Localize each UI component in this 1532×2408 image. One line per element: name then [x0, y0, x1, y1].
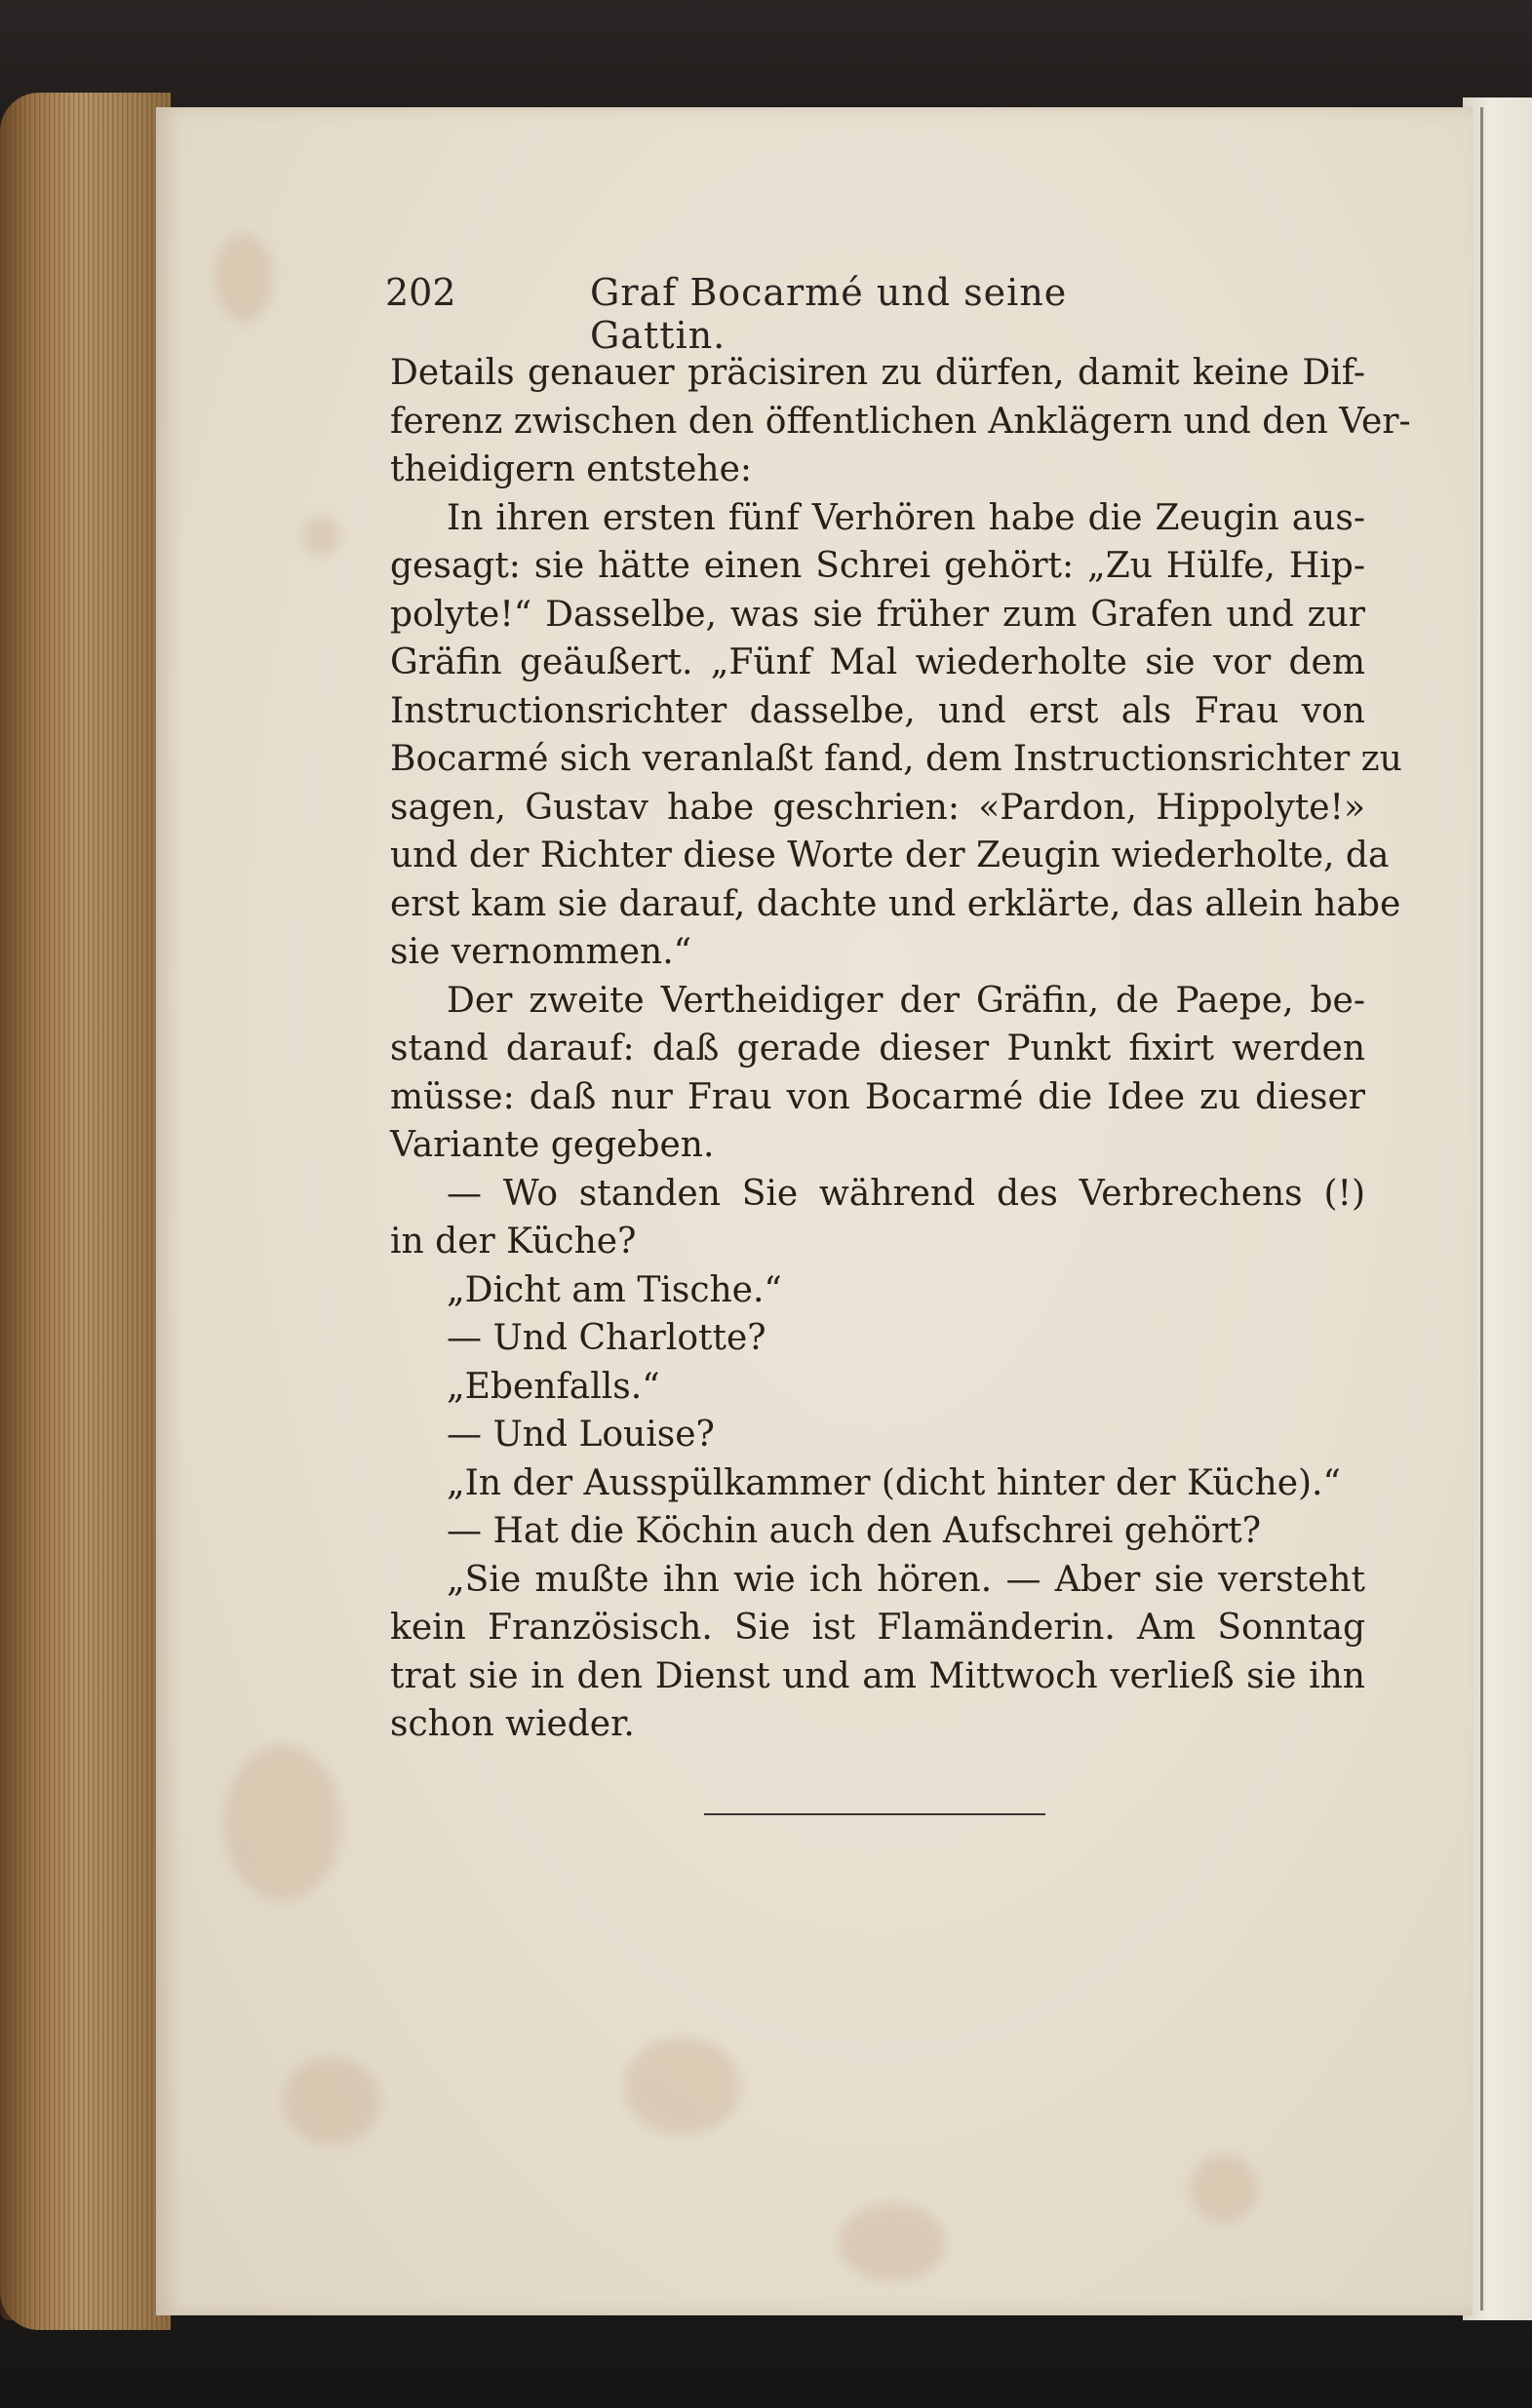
text-line-content: polyte!“ Dasselbe, was sie früher zum Grafen und zur: [390, 594, 1365, 635]
text-line-content: Der zweite Vertheidiger der Gräfin, de Paepe, be-: [447, 980, 1365, 1021]
text-line-content: sagen, Gustav habe geschrien: «Pardon, Hippolyte!»: [390, 787, 1365, 828]
text-line-content: in der Küche?: [390, 1222, 637, 1262]
text-line: [390, 977, 1365, 1026]
text-line: [390, 1266, 1365, 1315]
text-line: [390, 1314, 1365, 1363]
running-title: Graf Bocarmé und seine Gattin.: [590, 271, 1068, 357]
text-line-content: Instructionsrichter dasselbe, und erst als Frau von: [390, 690, 1365, 731]
body-text: [390, 349, 1411, 1749]
text-line-content: „Dicht am Tische.“: [447, 1269, 782, 1310]
page-header: [385, 271, 1165, 357]
text-line: [390, 832, 1390, 880]
text-line: [390, 1121, 1365, 1170]
text-line-content: theidigern entstehe:: [390, 449, 753, 489]
text-line: [390, 494, 1365, 543]
text-line-content: Bocarmé sich veranlaßt fand, dem Instructionsrichter zu: [390, 739, 1402, 779]
paper-stain: [1190, 2155, 1258, 2223]
text-line: [390, 1170, 1365, 1219]
text-line-content: gesagt: sie hätte einen Schrei gehört: „Zu Hülfe, Hip-: [390, 546, 1365, 586]
paper-stain: [624, 2038, 741, 2135]
text-line-content: „Ebenfalls.“: [447, 1366, 660, 1407]
text-line-content: Details genauer präcisiren zu dürfen, damit keine Dif-: [390, 353, 1365, 393]
text-line-content: — Hat die Köchin auch den Aufschrei gehört?: [447, 1511, 1262, 1551]
paper-stain: [224, 1745, 341, 1901]
page-number: 202: [385, 271, 456, 314]
text-line: [390, 1604, 1365, 1652]
text-line-content: erst kam sie darauf, dachte und erklärte, das allein habe: [390, 883, 1401, 924]
paper-stain: [302, 517, 341, 556]
text-line-content: stand darauf: daß gerade dieser Punkt fixirt werden: [390, 1029, 1365, 1068]
text-line: [390, 735, 1402, 784]
section-rule: [704, 1813, 1045, 1815]
gutter-line: [1480, 107, 1483, 2311]
text-line: [390, 1411, 1365, 1459]
text-line-content: „In der Ausspülkammer (dicht hinter der Küche).“: [447, 1462, 1341, 1503]
text-line: [390, 1025, 1365, 1073]
text-line: [390, 542, 1365, 591]
text-line: [390, 1218, 1365, 1266]
text-line: [390, 1363, 1365, 1412]
text-line: [390, 1459, 1365, 1508]
text-line-content: — Wo standen Sie während des Verbrechens (!): [447, 1173, 1365, 1214]
text-line-content: — Und Charlotte?: [447, 1318, 766, 1358]
text-line-content: trat sie in den Dienst und am Mittwoch verließ sie ihn: [390, 1655, 1365, 1696]
paper-stain: [283, 2057, 380, 2145]
paper-stain: [215, 234, 273, 322]
text-line: [390, 398, 1411, 447]
text-line: [390, 687, 1365, 736]
text-line: [390, 349, 1365, 398]
text-line: [390, 639, 1365, 687]
text-line: [390, 1556, 1365, 1605]
text-line: [390, 591, 1365, 640]
page-edges-stack: [0, 93, 171, 2330]
text-line: [390, 928, 1365, 977]
text-line: [390, 880, 1401, 929]
text-line: [390, 1700, 1365, 1749]
text-line-content: In ihren ersten fünf Verhören habe die Zeugin aus-: [447, 497, 1365, 538]
text-line-content: müsse: daß nur Frau von Bocarmé die Idee zu dieser: [390, 1076, 1365, 1117]
text-line-content: — Und Louise?: [447, 1415, 715, 1455]
text-line-content: „Sie mußte ihn wie ich hören. — Aber sie versteht: [447, 1559, 1365, 1600]
text-line: [390, 784, 1365, 833]
text-line: [390, 1073, 1365, 1122]
text-line-content: Variante gegeben.: [390, 1125, 715, 1165]
text-line: [390, 1507, 1365, 1556]
text-line-content: kein Französisch. Sie ist Flamänderin. Am Sonntag: [390, 1608, 1365, 1648]
facing-page-sliver: [1463, 97, 1532, 2320]
text-line-content: schon wieder.: [390, 1704, 635, 1744]
paper-stain: [839, 2203, 946, 2281]
text-line-content: Gräfin geäußert. „Fünf Mal wiederholte sie vor dem: [390, 642, 1365, 682]
text-line-content: und der Richter diese Worte der Zeugin wiederholte, da: [390, 835, 1390, 875]
text-line-content: sie vernommen.“: [390, 932, 692, 972]
text-line: [390, 1652, 1365, 1701]
text-line-content: ferenz zwischen den öffentlichen Anklägern und den Ver-: [390, 401, 1411, 442]
text-line: [390, 446, 1365, 494]
